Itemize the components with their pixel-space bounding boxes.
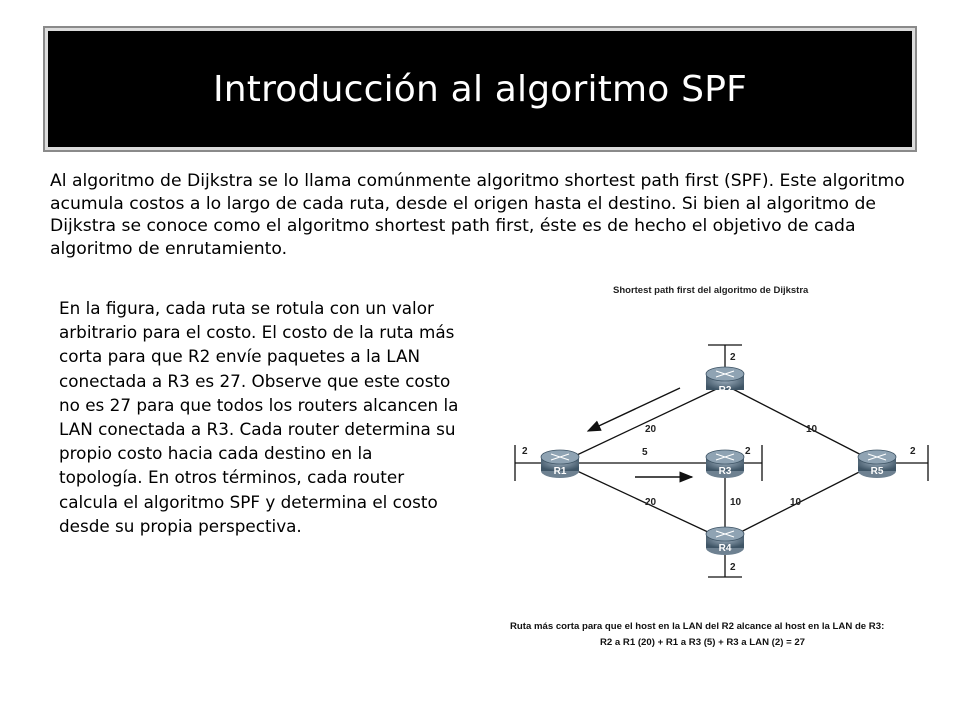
router-label: R3 bbox=[718, 466, 732, 477]
router-r4 bbox=[706, 527, 744, 555]
figure-caption-line2: R2 a R1 (20) + R1 a R3 (5) + R3 a LAN (2) = 27 bbox=[600, 637, 806, 648]
cost-r1-lan: 2 bbox=[522, 446, 528, 457]
cost-r1-r3: 5 bbox=[642, 447, 648, 458]
router-r1 bbox=[541, 450, 579, 478]
router-label: R1 bbox=[553, 466, 567, 477]
cost-r4-lan: 2 bbox=[730, 562, 736, 573]
body-paragraph: En la figura, cada ruta se rotula con un valor arbitrario para el costo. El costo de la ruta más corta para que R2 envíe paquetes a la LAN conectada a R3 es 27. Observe que este costo no es 27 para que todos los routers alcancen la LAN conectada a R3. Cada router determina su propio costo hacia cada destino en la topología. En otros términos, cada router calcula el algoritmo SPF y determina el costo desde su propia perspectiva. bbox=[59, 298, 459, 536]
path-arrow-r2-r1 bbox=[588, 388, 680, 431]
cost-r1-r2: 20 bbox=[645, 424, 657, 435]
router-label: R2 bbox=[718, 385, 732, 396]
cost-r1-r4: 20 bbox=[645, 497, 657, 508]
slide-title: Introducción al algoritmo SPF bbox=[212, 68, 748, 110]
cost-r4-r5: 10 bbox=[790, 497, 802, 508]
cost-r3-r4: 10 bbox=[730, 497, 742, 508]
figure-title: Shortest path first del algoritmo de Dijkstra bbox=[613, 285, 809, 296]
router-r5 bbox=[858, 450, 896, 478]
title-banner bbox=[48, 31, 912, 147]
cost-r5-lan: 2 bbox=[910, 446, 916, 457]
cost-r2-r5: 10 bbox=[806, 424, 818, 435]
intro-paragraph: Al algoritmo de Dijkstra se lo llama comúnmente algoritmo shortest path first (SPF). Este algoritmo acumula costos a lo largo de cada ruta, desde el origen hasta el destino. Si bien al algoritmo de Dijkstra se conoce como el algoritmo shortest path first, éste es de hecho el objetivo de cada algoritmo de enrutamiento. bbox=[50, 171, 905, 259]
figure-caption-line1: Ruta más corta para que el host en la LAN del R2 alcance al host en la LAN de R3: bbox=[510, 621, 885, 632]
link-r1-r4 bbox=[560, 463, 725, 540]
router-label: R5 bbox=[870, 466, 884, 477]
router-label: R4 bbox=[718, 543, 732, 554]
cost-r3-lan: 2 bbox=[745, 446, 751, 457]
cost-r2-lan: 2 bbox=[730, 352, 736, 363]
router-r3 bbox=[706, 450, 744, 478]
network-diagram bbox=[500, 300, 960, 600]
